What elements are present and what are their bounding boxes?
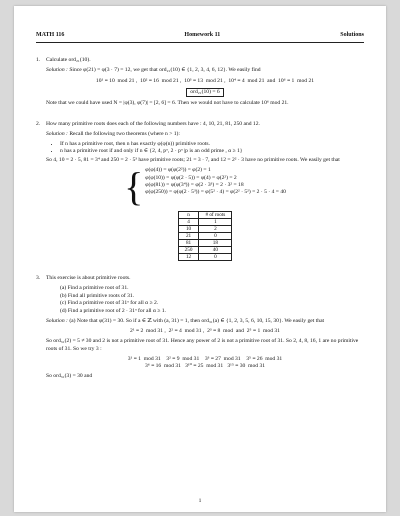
solution-label: Solution : [46,318,68,325]
page-header [36,32,364,39]
part-item: (c) Find a primitive root of 31ᵅ for all α ≥ 2. [60,300,159,307]
course-label: MATH 116 [36,32,65,38]
equation-list [145,167,286,207]
question-number: 1. [36,57,41,64]
question-1 [36,57,364,107]
theorem-list [60,141,364,155]
final-line: So ord₃₁(3) = 30 and [46,373,93,380]
part-item: (d) Find a primitive root of 2 · 31ᵅ for all α ≥ 1. [60,307,166,314]
equation: φ(φ(81)) = φ(φ(3⁴)) = φ(2 · 3³) = 2 · 3² = 18 [145,182,244,189]
solution-text: Since φ(21) = φ(3 · 7) = 12, we get that ord₂₁(10) ∈ {1, 2, 3, 4, 6, 12}. We easily find [67,67,261,74]
table-row [178,226,232,233]
question-2 [36,121,364,261]
table-cell: 250 [178,247,199,254]
table-row [178,233,232,240]
equation: φ(φ(250)) = φ(φ(2 · 5³)) = φ(5² · 4) = φ(2² · 5²) = 2 · 5 · 4 = 40 [145,189,286,196]
table-row [178,247,232,254]
page-number: 1 [198,498,202,504]
table-cell: 12 [178,254,199,261]
equation: φ(φ(10)) = φ(φ(2 · 5)) = φ(4) = φ(2²) = 2 [145,174,237,181]
table-header-row [178,212,232,219]
question-prompt: How many primitive roots does each of the following numbers have : 4, 10, 21, 81, 250 and 12. [46,121,260,128]
table-cell: 1 [199,219,232,226]
powers-of-two: 2¹ ≡ 2 mod 31 , 2² ≡ 4 mod 31 , 2³ ≡ 8 mod and 2⁵ ≡ 1 mod 31 [130,328,280,335]
question-number: 2. [36,121,41,128]
left-brace: { [124,164,144,210]
document-page [14,6,386,512]
solutions-label: Solutions [340,32,364,38]
powers-of-three-row-1: 3¹ ≡ 1 mod 31 3² ≡ 9 mod 31 3³ ≡ 27 mod 31 3⁵ ≡ 26 mod 31 [127,355,283,362]
part-item: (a) Find a primitive root of 31. [60,285,129,292]
paragraph: So 4, 10 = 2 · 5, 81 = 3⁴ and 250 = 2 · 5³ have primitive roots; 21 = 3 · 7, and 12 = 2² · 3 have no primitive roots. We easily get that [46,157,340,164]
roots-table [178,211,233,261]
question-prompt: Calculate ord₂₁(10). [46,57,91,64]
solution-text: (a) Note that φ(31) = 30. So if a ∈ ℤ with (a, 31) = 1, then ord₃₁(a) ∈ {1, 2, 3, 5, 6, 10, 15, 30}. We easily get that [67,318,325,325]
solution-text: Recall the following two theorems (where n > 1): [67,131,180,138]
table-row [178,219,232,226]
solution-block [46,131,364,261]
solution-label: Solution : [46,67,68,74]
header-rule [36,42,364,43]
powers-line: 10¹ ≡ 10 mod 21 , 10² ≡ 16 mod 21 , 10³ ≡ 13 mod 21 , 10⁴ ≡ 4 mod 21 and 10⁶ ≡ 1 mod 21 [95,77,315,84]
result-row [46,88,364,97]
powers-of-three-row-2: 3⁶ ≡ 16 mod 31 3¹⁰ ≡ 25 mod 31 3¹⁵ ≡ 30 mod 31 [144,363,266,370]
solution-label: Solution : [46,131,68,138]
question-3 [36,275,364,380]
theorem-item: • n has a primitive root if and only if n ∈ {2, 4, pᵅ, 2 · pᵅ |p is an odd prime , α ≥ 1} [60,148,364,155]
theorem-item: • If n has a primitive root, then n has exactly φ(φ(n)) primitive roots. [60,141,364,148]
table-cell: 4 [178,219,199,226]
table-row [178,254,232,261]
table-row [178,240,232,247]
table-cell: 18 [199,240,232,247]
table-cell: 81 [178,240,199,247]
note-text: Note that we could have used N = |φ(3), φ(7)| = [2, 6] = 6. Then we would not have to calculate 10⁶ mod 21. [46,100,289,107]
table-cell: 21 [178,233,199,240]
table-cell: 2 [199,226,232,233]
table-cell: 0 [199,233,232,240]
homework-title: Homework 11 [184,32,221,38]
equation-system [46,164,364,210]
page-content [36,32,364,380]
solution-block [46,67,364,107]
parts-list [60,285,364,315]
equation: φ(φ(4)) = φ(φ(2²)) = φ(2) = 1 [145,167,211,174]
table-cell: 40 [199,247,232,254]
question-prompt: This exercise is about primitive roots. [46,275,131,282]
column-header: # of roots [199,212,232,219]
column-header: n [178,212,199,219]
question-number: 3. [36,275,41,282]
paragraph: So ord₃₁(2) = 5 ≠ 30 and 2 is not a primitive root of 31. Hence any power of 2 is not a primitive root of 31. So 2, 4, 8, 16, 1 are no primitive roots of 31. So we try 3 : [46,338,359,352]
solution-block [46,285,364,380]
table-cell: 10 [178,226,199,233]
boxed-result: ord₂₁(10) = 6 [186,88,223,97]
table-cell: 0 [199,254,232,261]
part-item: (b) Find all primitive roots of 31. [60,292,135,299]
